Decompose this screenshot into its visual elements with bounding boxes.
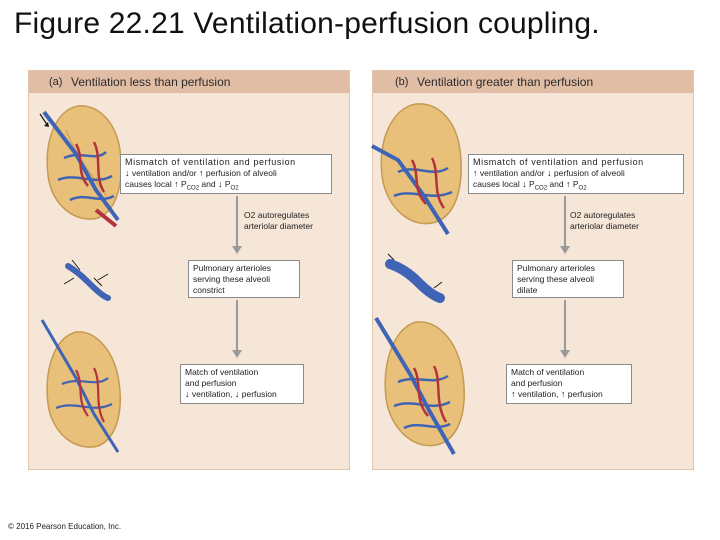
arterioles-box-b — [512, 260, 624, 298]
match-line3-a — [185, 389, 299, 400]
match-box-b — [506, 364, 632, 404]
mismatch-line1-a — [125, 168, 327, 179]
flow-arrow-a2 — [236, 300, 238, 352]
po2-sub-a: O2 — [230, 185, 239, 192]
mismatch-line2-b-text: causes local — [473, 179, 520, 189]
o2-line2-a: arteriolar diameter — [244, 221, 313, 231]
o2-autoregulates-b — [570, 210, 639, 232]
flow-arrowhead-b2 — [560, 350, 570, 358]
down-arrow-icon: ↓ — [522, 179, 527, 189]
mismatch-line1-b-text2: perfusion of alveoli — [553, 168, 625, 178]
down-arrow-icon: ↓ — [125, 168, 130, 178]
panel-a-heading: Ventilation less than perfusion — [71, 75, 231, 89]
arrow-marker-icon — [38, 112, 52, 130]
o2-line2-b: arteriolar diameter — [570, 221, 639, 231]
alveolus-capillary-illustration-b-bottom — [370, 312, 470, 462]
up-arrow-icon: ↑ — [511, 389, 516, 399]
arterioles-box-a — [188, 260, 300, 298]
mismatch-title-a: Mismatch of ventilation and perfusion — [125, 157, 296, 167]
figure-title: Figure 22.21 Ventilation-perfusion coupling. — [14, 7, 600, 40]
alveolus-capillary-illustration-b-top — [368, 100, 468, 240]
flow-arrow-a1 — [236, 196, 238, 248]
up-arrow-icon: ↑ — [473, 168, 478, 178]
down-arrow-icon: ↓ — [217, 179, 223, 189]
flow-arrow-b1 — [564, 196, 566, 248]
up-arrow-icon: ↑ — [199, 168, 204, 178]
arteriole-dilated-icon — [384, 252, 446, 304]
down-arrow-icon: ↓ — [547, 168, 552, 178]
panel-a-tag: (a) — [49, 76, 63, 88]
panel-a-header — [29, 71, 349, 93]
arterioles-line3-b: dilate — [517, 285, 538, 295]
mismatch-line2-a-text: causes local — [125, 179, 172, 189]
panel-b-header — [373, 71, 693, 93]
up-arrow-icon: ↑ — [565, 179, 571, 189]
arterioles-line2-a: serving these alveoli — [193, 274, 271, 284]
pco2-sub-a: CO2 — [186, 185, 200, 192]
panel-b-tag: (b) — [395, 76, 409, 88]
pco2-label-a: P — [181, 179, 187, 189]
arterioles-line1-a: Pulmonary arterioles — [193, 263, 271, 273]
alveolus-capillary-illustration-a-bottom — [36, 318, 126, 458]
mismatch-line1-a-text1: ventilation and/or — [131, 168, 197, 178]
flow-arrowhead-a2 — [232, 350, 242, 358]
match-line2-a: and perfusion — [185, 378, 237, 388]
po2-sub-b: O2 — [578, 185, 587, 192]
up-arrow-icon: ↑ — [560, 389, 566, 399]
arterioles-line3-a: constrict — [193, 285, 225, 295]
flow-arrowhead-b1 — [560, 246, 570, 254]
mismatch-box-a — [120, 154, 332, 194]
panel-b-heading: Ventilation greater than perfusion — [417, 75, 594, 89]
match-line2-b: and perfusion — [511, 378, 563, 388]
pco2-label-b: P — [529, 179, 535, 189]
mismatch-line1-b-text1: ventilation and/or — [479, 168, 545, 178]
up-arrow-icon: ↑ — [174, 179, 179, 189]
match-line3-b — [511, 389, 627, 400]
arterioles-line2-b: serving these alveoli — [517, 274, 595, 284]
mismatch-line1-a-text2: perfusion of alveoli — [205, 168, 277, 178]
match-ventilation-a: ventilation, — [191, 389, 233, 399]
flow-arrow-b2 — [564, 300, 566, 352]
flow-arrowhead-a1 — [232, 246, 242, 254]
and-word-b: and — [549, 179, 564, 189]
match-line1-b: Match of ventilation — [511, 367, 585, 377]
mismatch-title-b: Mismatch of ventilation and perfusion — [473, 157, 644, 167]
match-line1-a: Match of ventilation — [185, 367, 259, 377]
pco2-sub-b: CO2 — [534, 185, 548, 192]
copyright-footer: © 2016 Pearson Education, Inc. — [8, 522, 122, 531]
mismatch-line2-a — [125, 179, 327, 195]
and-word-a: and — [201, 179, 216, 189]
mismatch-line1-b — [473, 168, 679, 179]
mismatch-box-b — [468, 154, 684, 194]
o2-line1-b: O2 autoregulates — [570, 210, 636, 220]
match-perfusion-a: perfusion — [241, 389, 277, 399]
down-arrow-icon: ↓ — [234, 389, 240, 399]
match-box-a — [180, 364, 304, 404]
po2-label-a: P — [224, 179, 231, 189]
po2-label-b: P — [572, 179, 579, 189]
down-arrow-icon: ↓ — [185, 389, 190, 399]
o2-autoregulates-a — [244, 210, 313, 232]
o2-line1-a: O2 autoregulates — [244, 210, 310, 220]
mismatch-line2-b — [473, 179, 679, 195]
match-perfusion-b: perfusion — [567, 389, 603, 399]
arterioles-line1-b: Pulmonary arterioles — [517, 263, 595, 273]
match-ventilation-b: ventilation, — [517, 389, 559, 399]
arteriole-constricted-icon — [62, 256, 112, 302]
